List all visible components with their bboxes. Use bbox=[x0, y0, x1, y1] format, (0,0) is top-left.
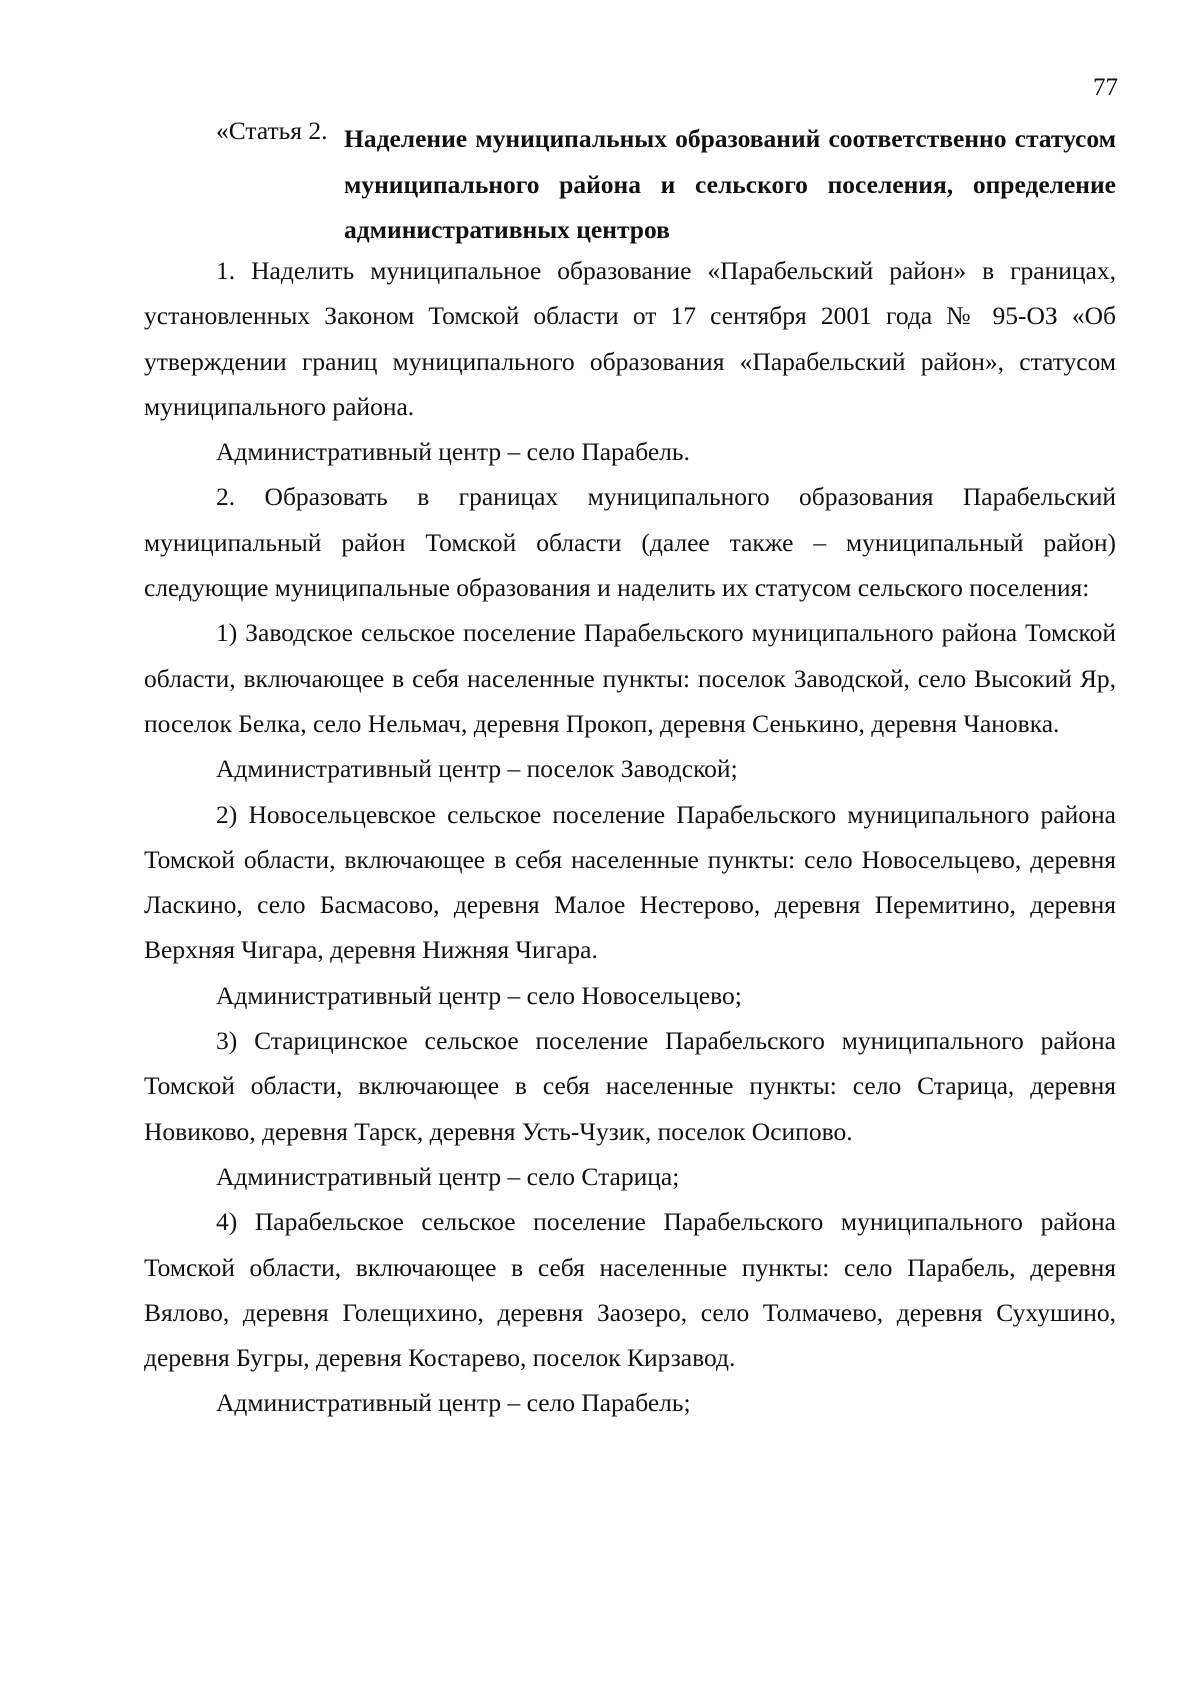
article-title: Наделение муниципальных образований соответственно статусом муниципального района и сельского поселения, определение административных центров bbox=[344, 124, 1116, 244]
paragraph-admin-center-3: Административный центр – село Новосельцево; bbox=[216, 980, 742, 1010]
paragraph-admin-center-1: Административный центр – село Парабель. bbox=[216, 437, 690, 467]
paragraph-admin-center-2: Административный центр – поселок Заводской; bbox=[216, 754, 738, 784]
list-item-3: 3) Старицинское сельское поселение Парабельского муниципального района Томской области, включающее в себя населенные пункты: село Старица, деревня Новиково, деревня Тарск, деревня Усть-Чузик, поселок Осипово. bbox=[144, 1026, 1116, 1146]
list-item-2: 2) Новосельцевское сельское поселение Парабельского муниципального района Томской области, включающее в себя населенные пункты: село Новосельцево, деревня Ласкино, село Басмасово, деревня Малое Нестерово, деревня Перемитино, деревня Верхняя Чигара, деревня Нижняя Чигара. bbox=[144, 799, 1116, 965]
article-number: «Статья 2. bbox=[216, 116, 328, 145]
page-number: 77 bbox=[1093, 74, 1118, 101]
paragraph-admin-center-5: Административный центр – село Парабель; bbox=[216, 1388, 691, 1418]
paragraph-admin-center-4: Административный центр – село Старица; bbox=[216, 1161, 680, 1191]
article-body bbox=[144, 248, 1116, 1426]
paragraph-1: 1. Наделить муниципальное образование «Парабельский район» в границах, установленных Законом Томской области от 17 сентября 2001 года № 95-ОЗ «Об утверждении границ муниципального образования «Парабельский район», статусом муниципального района. bbox=[144, 256, 1116, 421]
paragraph-2: 2. Образовать в границах муниципального образования Парабельский муниципальный район Томской области (далее также – муниципальный район) следующие муниципальные образования и наделить их статусом сельского поселения: bbox=[144, 482, 1116, 603]
list-item-1: 1) Заводское сельское поселение Парабельского муниципального района Томской области, включающее в себя населенные пункты: поселок Заводской, село Высокий Яр, поселок Белка, село Нельмач, деревня Прокоп, деревня Сенькино, деревня Чановка. bbox=[144, 618, 1116, 738]
list-item-4: 4) Парабельское сельское поселение Парабельского муниципального района Томской области, включающее в себя населенные пункты: село Парабель, деревня Вялово, деревня Голещихино, деревня Заозеро, село Толмачево, деревня Сухушино, деревня Бугры, деревня Костарево, поселок Кирзавод. bbox=[144, 1207, 1116, 1373]
